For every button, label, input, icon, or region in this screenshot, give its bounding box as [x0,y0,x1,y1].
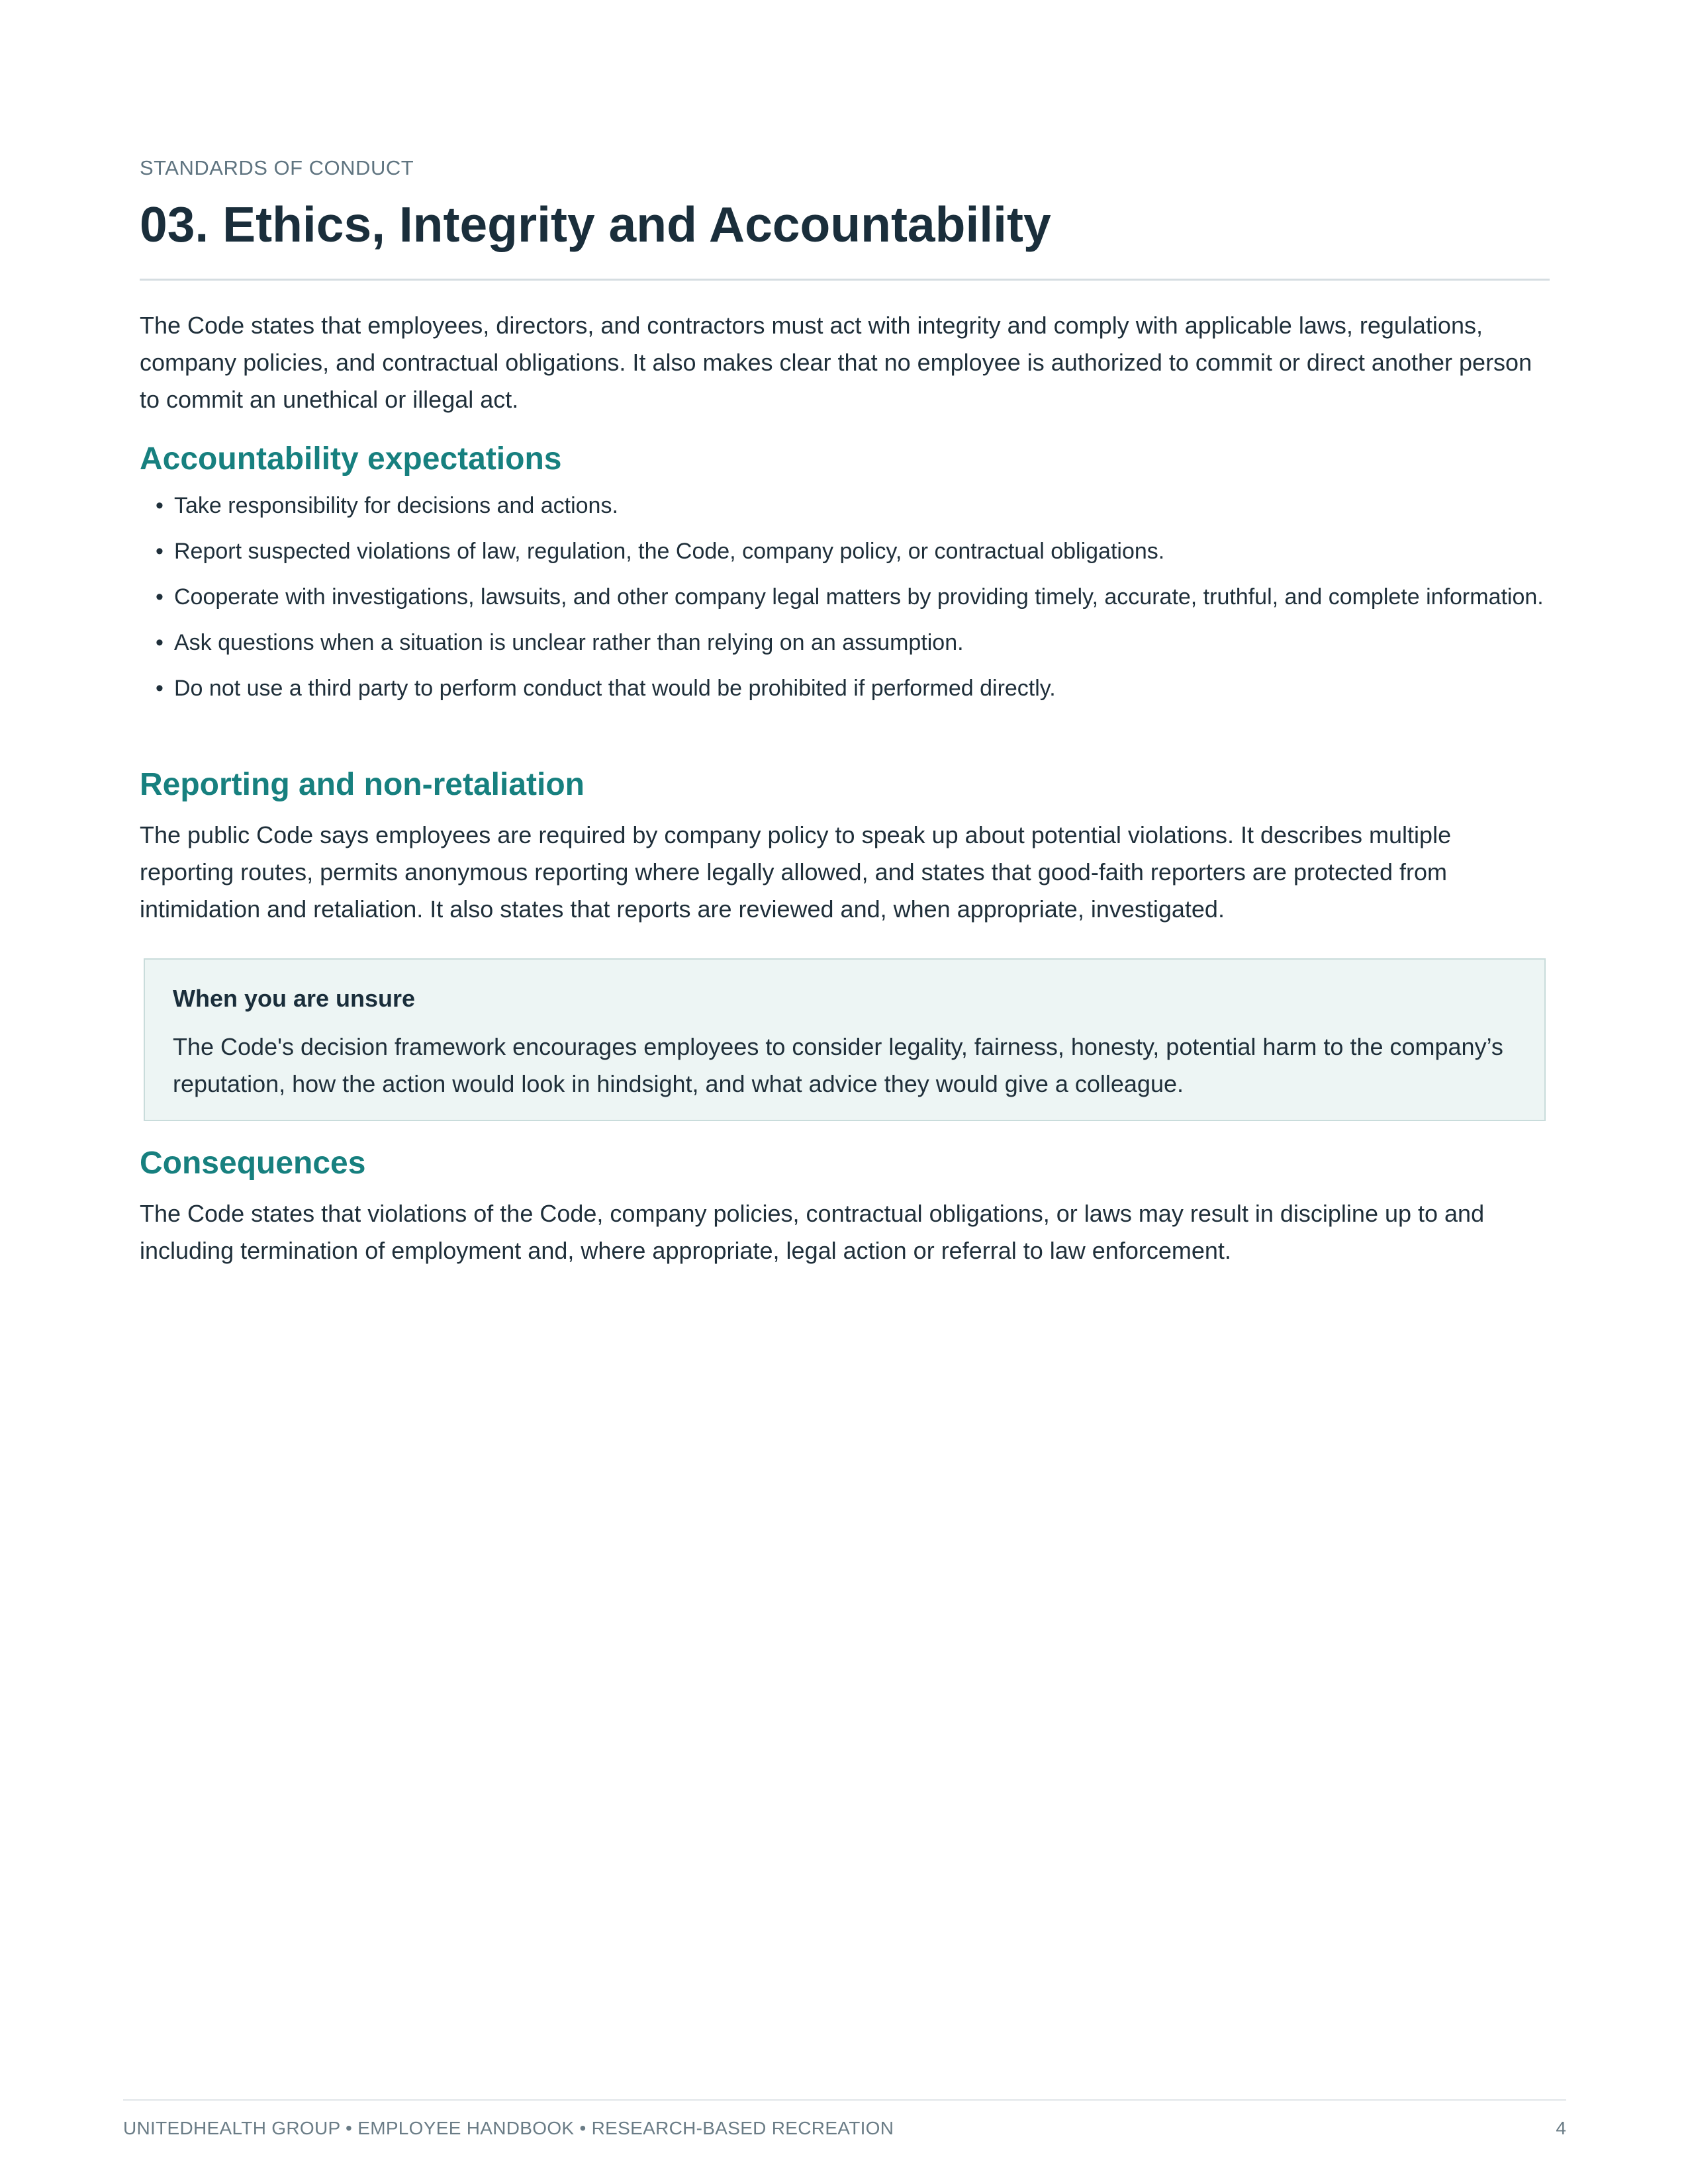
bullet-marker: • [156,630,164,655]
callout-title: When you are unsure [173,985,416,1012]
footer-text: UNITEDHEALTH GROUP • EMPLOYEE HANDBOOK • RESEARCH-BASED RECREATION [123,2118,894,2138]
section-eyebrow: STANDARDS OF CONDUCT [140,156,414,179]
accountability-heading: Accountability expectations [140,441,562,477]
reporting-paragraph: The public Code says employees are required by company policy to speak up about potential violations. It describes multiple reporting routes, permits anonymous reporting where legally allowed, and states that good-faith reporters are protected from intimidation and retaliation. It also states that reports are reviewed and, when appropriate, investigated. [140,821,1452,923]
list-item-text: Ask questions when a situation is unclear rather than relying on an assumption. [174,630,964,655]
list-item-text: Report suspected violations of law, regulation, the Code, company policy, or contractual obligations. [174,539,1165,564]
list-item-text: Cooperate with investigations, lawsuits, and other company legal matters by providing timely, accurate, truthful, and complete information. [174,584,1544,610]
bullet-marker: • [156,493,164,518]
list-item [156,488,1546,523]
bullet-marker: • [156,539,164,564]
unsure-callout [144,958,1546,1121]
page-title: 03. Ethics, Integrity and Accountability [140,197,1051,252]
footer-divider [123,2099,1566,2101]
list-item [156,625,1546,660]
page-number: 4 [1556,2118,1566,2138]
list-item [156,671,1546,705]
list-item-text: Take responsibility for decisions and actions. [174,493,618,518]
consequences-heading: Consequences [140,1146,366,1181]
bullet-marker: • [156,676,164,701]
bullet-marker: • [156,584,164,610]
accountability-list [156,488,1546,717]
consequences-paragraph: The Code states that violations of the Code, company policies, contractual obligations, or laws may result in discipline up to and including termination of employment and, where appropriate, legal action or referral to law enforcement. [140,1200,1485,1264]
list-item [156,534,1546,569]
list-item-text: Do not use a third party to perform conduct that would be prohibited if performed directly. [174,676,1056,701]
title-divider [140,279,1550,281]
list-item [156,580,1546,614]
reporting-heading: Reporting and non-retaliation [140,767,585,802]
callout-body: The Code's decision framework encourages employees to consider legality, fairness, honesty, potential harm to the company’s reputation, how the action would look in hindsight, and what advice they would give a colleague. [173,1033,1503,1097]
intro-paragraph: The Code states that employees, directors, and contractors must act with integrity and comply with applicable laws, regulations, company policies, and contractual obligations. It also makes clear that no employee is authorized to commit or direct another person to commit an unethical or illegal act. [140,312,1532,413]
